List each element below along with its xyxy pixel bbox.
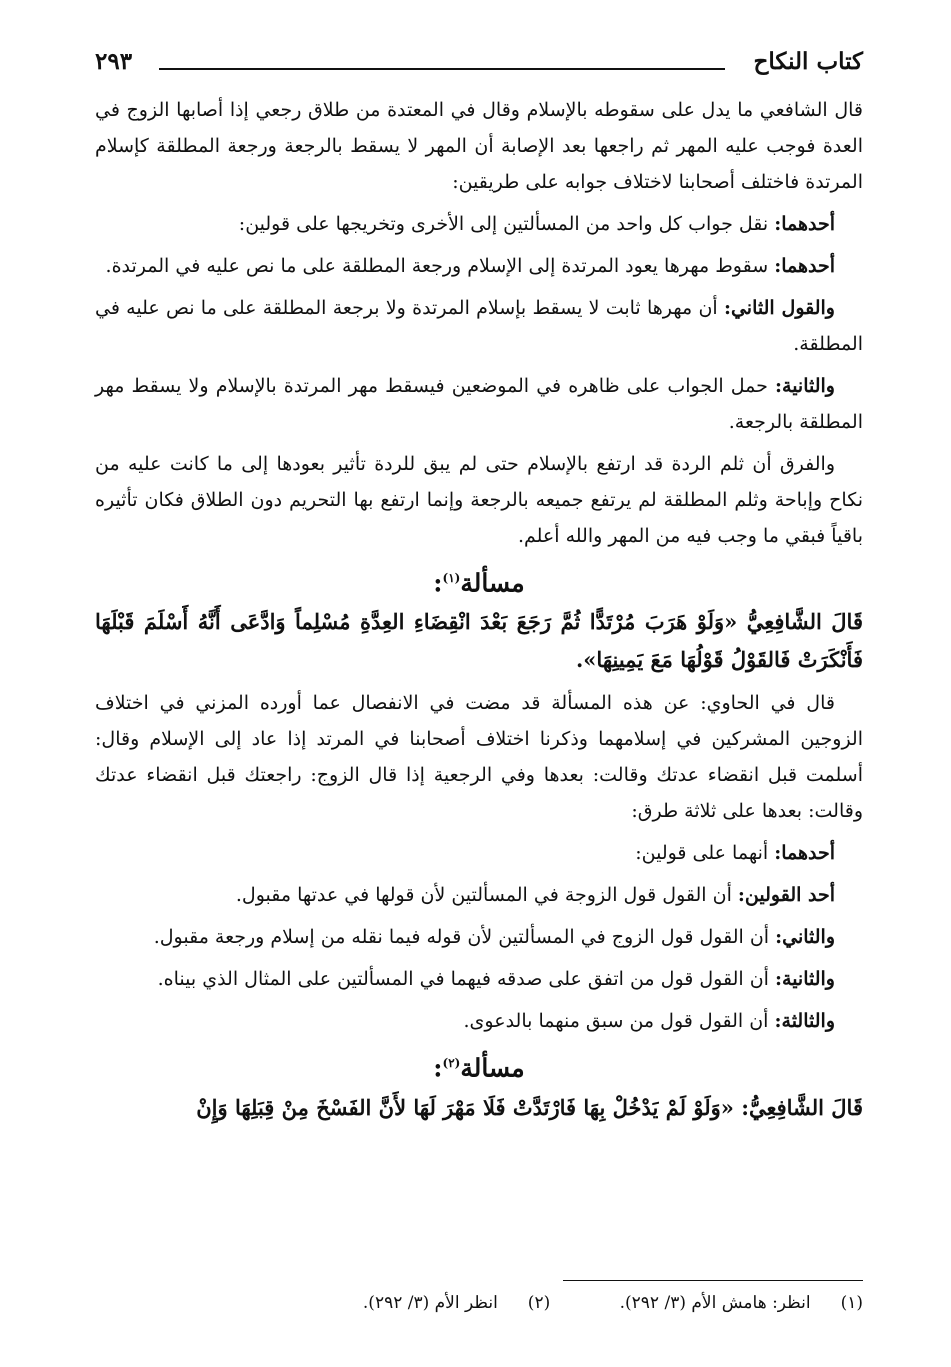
footnote-rule [563,1280,863,1281]
paragraph-lead: والقول الثاني: [723,297,835,319]
paragraph-text: سقوط مهرها يعود المرتدة إلى الإسلام ورجعة المطلقة على ما نص عليه في المرتدة. [105,255,775,277]
paragraph-text: أن مهرها ثابت لا يسقط بإسلام المرتدة ولا برجعة المطلقة على ما نص عليه في المطلقة. [95,297,863,355]
paragraph [95,290,863,362]
paragraph [95,206,863,242]
footnote [363,1293,550,1313]
header-rule [159,68,725,70]
book-title: كتاب النكاح [753,48,863,75]
book-page [95,0,863,1367]
paragraph-text: أنهما على قولين: [635,842,775,865]
paragraph-text: أن القول قول الزوجة في المسألتين لأن قولها في عدتها مقبول. [235,884,738,907]
section-heading-text: مسألة [460,568,525,598]
paragraph-lead: والثاني: [775,926,835,949]
page-number: ٢٩٣ [95,48,133,75]
paragraph [95,446,863,554]
section-heading-suffix: : [433,568,443,598]
footnote-ref: (١) [442,571,461,585]
running-header [95,44,863,84]
footnote-number: (٢) [527,1293,551,1313]
footnote-text: انظر الأم (٣/ ٢٩٢). [362,1293,498,1313]
paragraph [95,368,863,440]
paragraph [95,248,863,284]
paragraph-lead: والثانية: [775,375,835,397]
footnote [620,1293,863,1313]
footnote-text: انظر: هامش الأم (٣/ ٢٩٢). [619,1293,811,1313]
paragraph [95,835,863,871]
paragraph-lead: والثالثة: [774,1010,835,1033]
shafii-quote [95,1089,863,1127]
body-text [95,92,863,1133]
paragraph [95,1003,863,1039]
footnotes [95,1293,863,1313]
paragraph-text: أن القول قول من سبق منهما بالدعوى. [463,1010,775,1033]
paragraph-lead: أحدهما: [774,842,835,865]
quote-text: قَالَ الشَّافِعِيُّ: «وَلَوْ لَمْ يَدْخُلْ بِهَا فَارْتَدَّتْ فَلَا مَهْرَ لَهَا لأَنَّ الفَسْخَ مِنْ قِبَلِهَا وَإِنْ [196,1094,863,1120]
paragraph-lead: والثانية: [775,968,835,991]
paragraph-text: أن القول قول الزوج في المسألتين لأن قوله فيما نقله من إسلام ورجعة مقبول. [153,926,776,949]
paragraph-text: قال الشافعي ما يدل على سقوطه بالإسلام وقال في المعتدة من طلاق رجعي إذا أصابها الزوج في العدة فوجب عليه المهر ثم راجعها بعد الإصابة أن المهر لا يسقط بالرجعة ورجعة المطلقة كإسلام المرتدة فاختلف أصحابنا لاختلاف جوابه على طريقين: [95,99,863,193]
paragraph-text: قال في الحاوي: عن هذه المسألة قد مضت في الانفصال عما أورده المزني في اختلاف الزوجين المشركين في إسلامهما وذكرنا اختلاف أصحابنا في المرتد إذا عاد إلى الإسلام وقال: أسلمت قبل انقضاء عدتك وقالت: بعدها وفي الرجعية إذا قال الزوج: راجعتك قبل انقضاء عدتك وقالت: بعدها على ثلاثة طرق: [95,692,863,823]
paragraph-lead: أحدهما: [774,213,835,235]
quote-text: قَالَ الشَّافِعِيُّ «وَلَوْ هَرَبَ مُرْتَدًّا ثُمَّ رَجَعَ بَعْدَ انْقِضَاءِ العِدَّةِ مُسْلِماً وَادَّعَى أَنَّهُ أَسْلَمَ قَبْلَهَا فَأَنْكَرَتْ فَالقَوْلُ قَوْلُهَا مَعَ يَمِينِهَا». [95,609,863,673]
paragraph [95,877,863,913]
paragraph-text: حمل الجواب على ظاهره في الموضعين فيسقط مهر المرتدة بالإسلام ولا يسقط مهر المطلقة بالرجعة. [95,375,863,433]
paragraph [95,685,863,829]
section-heading-text: مسألة [460,1053,525,1083]
paragraph-lead: أحدهما: [774,255,835,277]
paragraph [95,919,863,955]
paragraph-text: نقل جواب كل واحد من المسألتين إلى الأخرى وتخريجها على قولين: [238,213,775,235]
paragraph [95,961,863,997]
paragraph-text: أن القول قول من اتفق على صدقه فيهما في المسألتين على المثال الذي بيناه. [157,968,775,991]
section-heading [95,560,863,601]
footnote-number: (١) [840,1293,863,1313]
paragraph-lead: أحد القولين: [737,884,835,907]
paragraph-text: والفرق أن ثلم الردة قد ارتفع بالإسلام حتى لم يبق للردة تأثير بعودها إلى ما كانت عليه من نكاح وإباحة وثلم المطلقة لم يرتفع جميعه بالرجعة وإنما ارتفع بها التحريم دون الطلاق فكان تأثيره باقياً فبقي ما وجب فيه من المهر والله أعلم. [95,453,863,547]
section-heading-suffix: : [433,1053,443,1083]
shafii-quote [95,603,863,679]
section-heading [95,1045,863,1086]
paragraph [95,92,863,200]
footnote-ref: (٢) [442,1056,461,1071]
